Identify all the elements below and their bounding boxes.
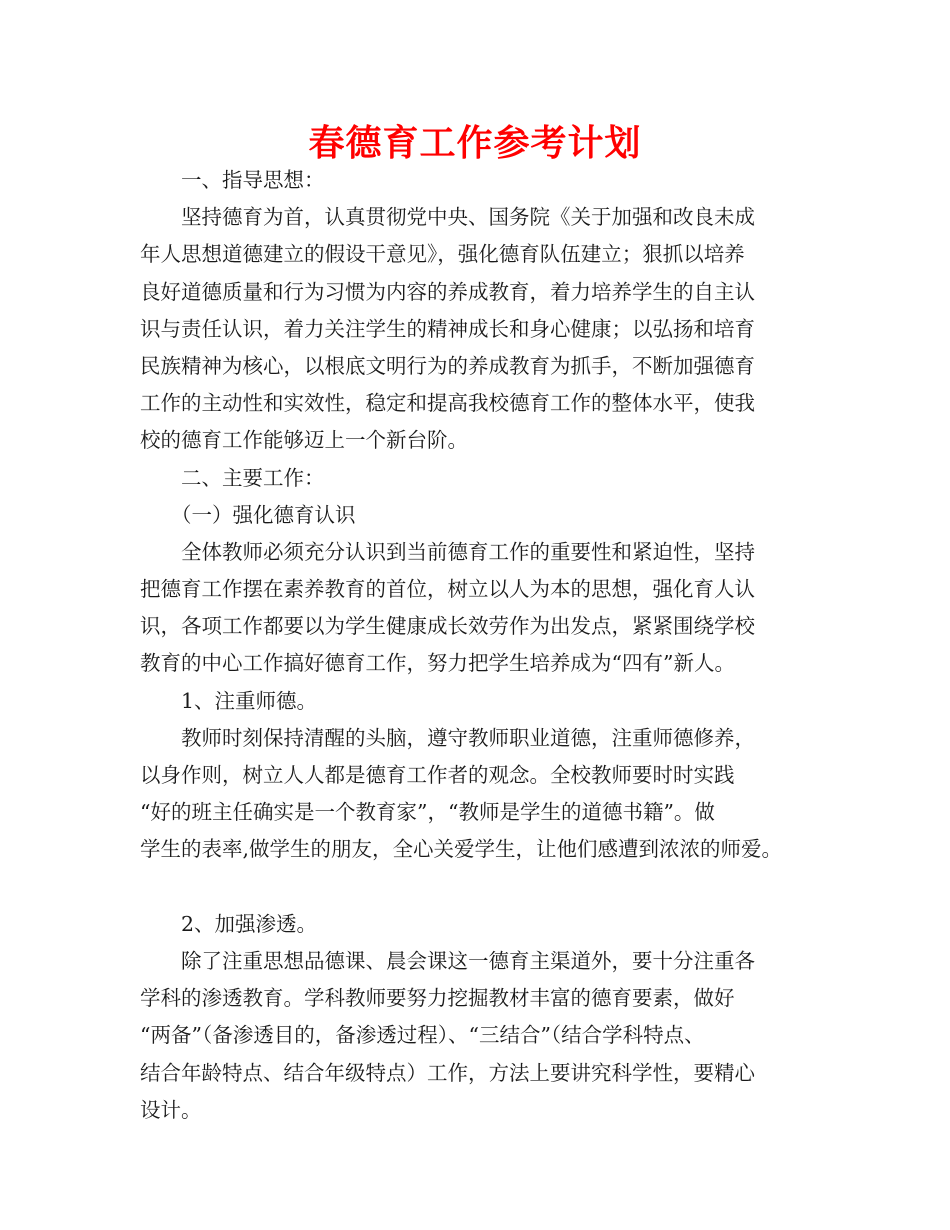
paragraph-line: 年人思想道德建立的假设干意见》，强化德育队伍建立；狠抓以培养: [140, 242, 745, 267]
paragraph-line: 教育的中心工作搞好德育工作，努力把学生培养成为“四有”新人。: [140, 651, 735, 676]
document-title: 春德育工作参考计划: [308, 122, 642, 164]
paragraph-line: 工作的主动性和实效性，稳定和提高我校德育工作的整体水平，使我: [140, 391, 755, 416]
paragraph-line: 设计。: [140, 1097, 202, 1122]
paragraph-line: 把德育工作摆在素养教育的首位，树立以人为本的思想，强化育人认: [140, 577, 755, 602]
paragraph-line: 校的德育工作能够迈上一个新台阶。: [140, 428, 468, 453]
paragraph-line: 结合年龄特点、结合年级特点）工作，方法上要讲究科学性，要精心: [140, 1060, 755, 1085]
item-heading-teacher-ethics: 1、注重师德。: [181, 688, 318, 713]
paragraph-line: 识，各项工作都要以为学生健康成长效劳作为出发点，紧紧围绕学校: [140, 614, 755, 639]
paragraph-line: “好的班主任确实是一个教育家”，“教师是学生的道德书籍”。做: [140, 800, 715, 825]
paragraph-line: 识与责任认识，着力关注学生的精神成长和身心健康；以弘扬和培育: [140, 316, 755, 341]
paragraph-line: 学科的渗透教育。学科教师要努力挖掘教材丰富的德育要素，做好: [140, 986, 735, 1011]
paragraph-line: 坚持德育为首，认真贯彻党中央、国务院《关于加强和改良未成: [181, 205, 755, 230]
subsection-heading-strengthen-awareness: （一）强化德育认识: [171, 502, 356, 527]
item-heading-strengthen-infiltration: 2、加强渗透。: [181, 911, 318, 936]
blank-line: [140, 869, 820, 906]
paragraph-line: 除了注重思想品德课、晨会课这一德育主渠道外，要十分注重各: [181, 948, 755, 973]
section-heading-main-work: 二、主要工作：: [181, 465, 325, 490]
section-heading-guiding-thought: 一、指导思想：: [181, 168, 325, 192]
paragraph-line: 民族精神为核心，以根底文明行为的养成教育为抓手，不断加强德育: [140, 353, 755, 378]
paragraph-line: 良好道德质量和行为习惯为内容的养成教育，着力培养学生的自主认: [140, 279, 755, 304]
paragraph-line: 教师时刻保持清醒的头脑，遵守教师职业道德，注重师德修养，: [181, 725, 755, 750]
paragraph-line: 以身作则，树立人人都是德育工作者的观念。全校教师要时时实践: [140, 763, 735, 787]
document-body: [140, 162, 820, 1129]
paragraph-line: “两备”（备渗透目的，备渗透过程）、“三结合”（结合学科特点、: [140, 1023, 705, 1048]
paragraph-line: 学生的表率,做学生的朋友，全心关爱学生，让他们感遭到浓浓的师爱。: [140, 837, 783, 862]
paragraph-line: 全体教师必须充分认识到当前德育工作的重要性和紧迫性，坚持: [181, 539, 755, 564]
